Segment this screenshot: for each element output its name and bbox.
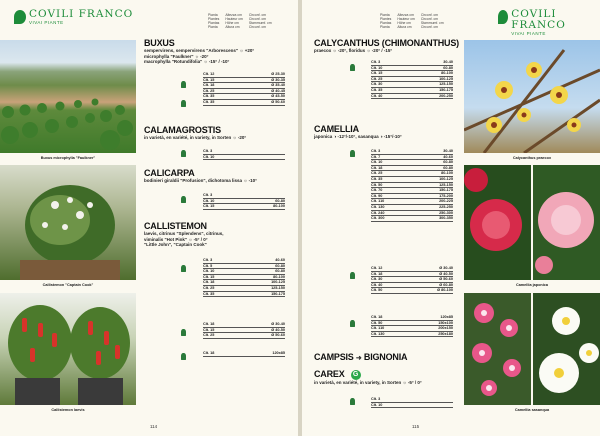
- photo-callistemon-laevis: [0, 293, 136, 405]
- table-row: Clt. 7 40-60: [371, 154, 453, 159]
- plant-pot-icon: [181, 265, 186, 272]
- plant-pot-icon: [181, 150, 186, 157]
- entry-buxus: [144, 38, 294, 65]
- table-row: Clt. 130 225-250: [371, 204, 453, 209]
- desc-line: praecox ☼ -20°, floridus ☼ -20° / -15°: [314, 48, 393, 53]
- table-row: Clt. 18 60-80: [371, 165, 453, 170]
- table-row: Clt. 10 60-80: [203, 269, 285, 274]
- grass-badge-icon: G: [351, 370, 361, 380]
- table-buxus: [203, 72, 285, 106]
- photo-camellia-japonica: [464, 165, 600, 280]
- table-row: Clt. 3: [371, 397, 453, 403]
- desc-line: in varietà, en variété, in variety, in Sorten ☼ -5° / 0°: [314, 379, 422, 385]
- table-row: Clt. 35 Ø 50-60: [203, 99, 285, 104]
- left-logo: [14, 9, 133, 25]
- desc-line: "Little John", "Captain Cook": [144, 242, 207, 247]
- table-row: Clt. 10 60-80: [371, 160, 453, 165]
- table-row: Clt. 18 Ø 40-50: [371, 271, 453, 276]
- table-row: Clt. 35 Ø 45-50: [203, 94, 285, 99]
- table-callistemon-espalier: [203, 351, 285, 357]
- table-row: Clt. 10: [203, 155, 285, 161]
- table-row: Clt. 35 100-125: [371, 176, 453, 181]
- table-calycanthus: [371, 60, 453, 99]
- buxus-rows-illustration: [0, 40, 136, 153]
- table-row: Clt. 12 Ø 30-40: [371, 266, 453, 270]
- title-calicarpa: CALICARPA: [144, 168, 195, 178]
- shrub-illustration: [0, 165, 136, 280]
- table-row: Clt. 10 60-80: [371, 65, 453, 70]
- table-row: Clt. 3: [203, 149, 285, 155]
- table-camellia: [371, 149, 453, 222]
- table-row: Clt. 18 Ø 30-40: [203, 322, 285, 326]
- entry-calycanthus: [314, 38, 464, 54]
- table-row: Clt. 3: [203, 193, 285, 199]
- table-calicarpa: [203, 193, 285, 210]
- brand-name: COVILI FRANCO: [511, 8, 566, 31]
- entry-calamagrostis: [144, 125, 294, 141]
- header-col-3: Circonf. cm Circonf. cm Stammumf. cm Circunf. cm: [420, 13, 444, 29]
- table-row: Clt. 3 30-40: [371, 149, 453, 153]
- header-col-1: Pianta Plantes Plantas Planta: [208, 13, 220, 29]
- title-carex: CAREX: [314, 369, 345, 379]
- table-row: Clt. 25 Ø 50-60: [203, 333, 285, 338]
- plant-pot-icon: [181, 196, 186, 203]
- entry-campsis: [314, 352, 464, 364]
- table-row: Clt. 25 125-150: [203, 285, 285, 290]
- desc-line: viminalis "Hot Pink" ☼ -5° / 0°: [144, 236, 208, 242]
- right-logo: [498, 9, 600, 36]
- plant-pot-icon: [181, 81, 186, 88]
- table-row: Clt. 50 125-150: [371, 182, 453, 187]
- table-calamagrostis: [203, 149, 285, 160]
- header-col-3: Circonf. cm Circonf. cm Stammumf. cm Circunf. cm: [248, 13, 272, 29]
- header-col-1: Pianta Plantes Plantas Planta: [380, 13, 392, 29]
- caption-calycanthus: Calycanthus praecox: [512, 156, 552, 160]
- caption-camellia-sasanqua: Camellia sasanqua: [514, 408, 550, 412]
- title-camellia: CAMELLIA: [314, 124, 359, 134]
- table-callistemon: [203, 258, 285, 297]
- plant-pot-icon: [350, 64, 355, 71]
- desc-line: bodinieri giraldii "Profusion", dichotoma lissa ☼ -10°: [144, 178, 257, 183]
- table-row: Clt. 18 120x85: [203, 351, 285, 355]
- table-camellia-standard: [371, 266, 453, 294]
- table-row: Clt. 50 Ø 80-100: [371, 288, 453, 293]
- table-row: Clt. 25 Ø 40-45: [203, 88, 285, 93]
- table-row: Clt. 10: [371, 403, 453, 409]
- table-row: Clt. 12 Ø 25-30: [203, 72, 285, 76]
- caption-callistemon-cc: Callistemon "Captain Cook": [42, 283, 94, 287]
- table-callistemon-standard: [203, 322, 285, 339]
- brand-tagline: VIVAI PIANTE: [29, 20, 64, 25]
- table-row: Clt. 25 80-100: [371, 171, 453, 176]
- left-header-columns: [208, 13, 272, 29]
- title-calycanthus: CALYCANTHUS (CHIMONANTHUS): [314, 38, 459, 48]
- title-calamagrostis: CALAMAGROSTIS: [144, 125, 221, 135]
- table-row: Clt. 15 80-100: [203, 204, 285, 209]
- brand-name: COVILI FRANCO: [29, 8, 134, 20]
- table-row: Clt. 90 175-200: [371, 193, 453, 198]
- table-row: Clt. 30 125-150: [371, 82, 453, 87]
- tree-form-icon: [181, 329, 186, 336]
- espalier-icon: [350, 320, 355, 327]
- table-camellia-espalier: [371, 315, 453, 337]
- table-row: Clt. 240 250-300: [371, 210, 453, 215]
- table-row: Clt. 110 200-225: [371, 199, 453, 204]
- bottlebrush-illustration: [0, 293, 136, 405]
- table-row: Clt. 15 Ø 40-50: [203, 327, 285, 332]
- page-number-right: 115: [412, 424, 420, 429]
- header-col-2: Altezza cm Hauteur cm Höhe cm Altura cm: [225, 13, 243, 29]
- right-page: [302, 0, 600, 436]
- table-row: Clt. 18 120x85: [371, 315, 453, 319]
- desc-line: in varietà, en variété, in variety, in Sorten ☼ -20°: [144, 135, 247, 140]
- table-row: Clt. 25 100-125: [371, 76, 453, 81]
- photo-buxus-field: [0, 40, 136, 153]
- desc-line: macrophylla "Rotundifolia" ☼ -15° / -10°: [144, 59, 230, 64]
- leaf-icon: [498, 10, 508, 24]
- table-row: Clt. 110 200x150: [371, 326, 453, 331]
- tree-form-icon: [350, 272, 355, 279]
- plant-pot-icon: [350, 398, 355, 405]
- table-carex: [371, 397, 453, 408]
- caption-camellia-japonica: Camellia japonica: [515, 283, 549, 287]
- left-page: [0, 0, 298, 436]
- camellia-sasanqua-illustration: [464, 293, 600, 405]
- espalier-icon: [181, 353, 186, 360]
- desc-line: sempervirens, sempervirens "Arborescens" ☼ +20°: [144, 48, 255, 53]
- desc-line: japonica ◑ -12°/-10°, sasanqua ◑ -15°/-10°: [314, 134, 402, 139]
- table-row: Clt. 40 Ø 60-80: [371, 282, 453, 287]
- page-number-left: 114: [150, 424, 158, 429]
- table-row: Clt. 30 Ø 50-60: [371, 277, 453, 282]
- table-row: Clt. 15 80-100: [371, 71, 453, 76]
- arrow-right-icon: ➜: [355, 355, 362, 362]
- header-col-2: Altezza cm Hauteur cm Höhe cm Altura cm: [397, 13, 415, 29]
- right-header-columns: [380, 13, 444, 29]
- table-row: Clt. 40 200-250: [371, 93, 453, 98]
- camellia-japonica-illustration: [464, 165, 600, 280]
- desc-line: microphylla "Faulkner" ☼ -20°: [144, 53, 209, 59]
- title-campsis: CAMPSIS: [314, 352, 354, 362]
- desc-line: laevis, citrinus "Splendens", citrinus,: [144, 231, 224, 236]
- leaf-icon: [14, 10, 26, 24]
- brand-tagline: VIVAI PIANTE: [511, 31, 546, 36]
- table-row: Clt. 3 40-60: [203, 258, 285, 262]
- table-row: Clt. 300 300-350: [371, 216, 453, 221]
- entry-calicarpa: [144, 168, 294, 184]
- title-callistemon: CALLISTEMON: [144, 221, 207, 231]
- entry-camellia: [314, 124, 464, 140]
- yellow-blossom-illustration: [464, 40, 600, 153]
- table-row: Clt. 3 30-40: [371, 60, 453, 64]
- title-buxus: BUXUS: [144, 38, 175, 48]
- photo-callistemon-captain-cook: [0, 165, 136, 280]
- table-row: Clt. 50 150x100: [371, 320, 453, 325]
- caption-callistemon-laevis: Callistemon laevis: [51, 408, 85, 412]
- table-row: Clt. 18 100-125: [203, 280, 285, 285]
- table-row: Clt. 15 80-100: [203, 274, 285, 279]
- plant-pot-icon: [350, 150, 355, 157]
- entry-callistemon: [144, 221, 294, 248]
- photo-camellia-sasanqua: [464, 293, 600, 405]
- caption-buxus: Buxus microphylla "Faulkner": [40, 156, 96, 160]
- entry-carex: [314, 369, 464, 385]
- table-row: Clt. 130 250x180: [371, 331, 453, 336]
- table-row: Clt. 70 150-175: [371, 188, 453, 193]
- table-row: Clt. 10 60-80: [203, 198, 285, 203]
- tree-form-icon: [181, 100, 186, 107]
- table-row: Clt. 5 60-80: [203, 263, 285, 268]
- title-bignonia-ref[interactable]: BIGNONIA: [363, 352, 408, 362]
- table-row: Clt. 35 150-175: [371, 87, 453, 92]
- photo-calycanthus: [464, 40, 600, 153]
- table-row: Clt. 35 150-175: [203, 291, 285, 296]
- table-row: Clt. 15 Ø 30-35: [203, 77, 285, 82]
- table-row: Clt. 18 Ø 35-40: [203, 83, 285, 88]
